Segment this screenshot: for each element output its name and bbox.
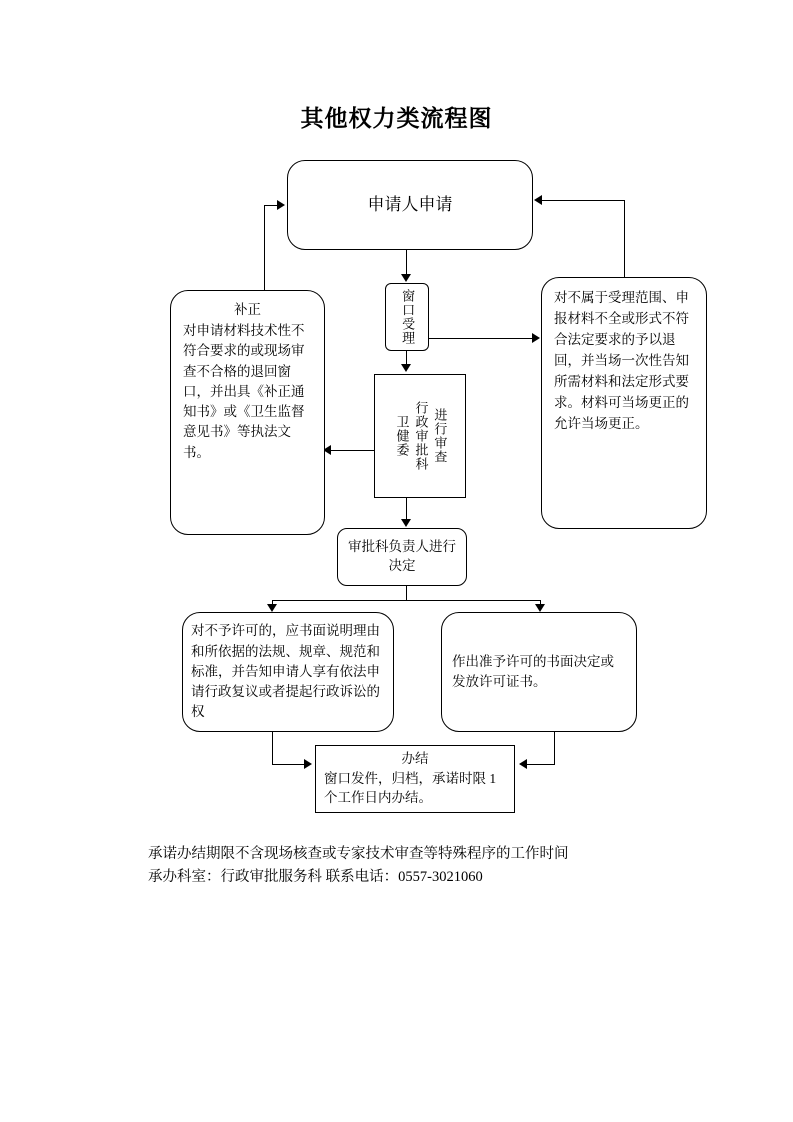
node-completion[interactable] <box>315 745 515 813</box>
node-approval-head-decision[interactable] <box>337 528 467 586</box>
arrowhead-correct-to-apply <box>277 200 285 210</box>
connector-reject-to-apply-vertical <box>624 200 625 278</box>
connector-decide-stem <box>406 586 407 600</box>
connector-review-to-decide <box>406 498 407 520</box>
node-correction[interactable] <box>170 290 325 535</box>
arrowhead-review-to-decide <box>401 519 411 527</box>
node-applicant-application[interactable] <box>287 160 533 250</box>
connector-window-to-review <box>406 351 407 365</box>
node-correction-body: 对申请材料技术性不符合要求的或现场审查不合格的退回窗口，并出具《补正通知书》或《卫生监督意见书》等执法文书。 <box>183 323 305 460</box>
node-denial-written-explanation-body: 对不予许可的，应书面说明理由和所依据的法规、规章、规范和标准，并告知申请人享有依法申请行政复议或者提起行政诉讼的权 <box>191 623 380 720</box>
connector-review-to-correct <box>330 450 374 451</box>
arrowhead-reject-to-apply <box>534 195 542 205</box>
node-completion-body: 窗口发件，归档，承诺时限 1 个工作日内办结。 <box>324 770 497 806</box>
connector-reject-to-apply-horizontal <box>542 200 625 201</box>
node-return-materials[interactable] <box>541 277 707 529</box>
node-approval-head-decision-label: 审批科负责人进行决定 <box>348 539 456 573</box>
arrowhead-decide-to-deny <box>267 604 277 612</box>
connector-deny-to-finish-vertical <box>272 732 273 764</box>
node-return-materials-body: 对不属于受理范围、申报材料不全或形式不符合法定要求的予以退回，并当场一次性告知所需材料和法定形式要求。材料可当场更正的允许当场更正。 <box>554 290 689 431</box>
connector-deny-to-finish-horizontal <box>272 764 304 765</box>
connector-approve-to-finish-horizontal <box>527 764 555 765</box>
connector-decide-split <box>272 600 540 601</box>
arrowhead-deny-to-finish <box>304 759 312 769</box>
connector-correct-to-apply-horizontal <box>264 205 278 206</box>
node-denial-written-explanation[interactable] <box>182 612 394 732</box>
connector-apply-to-window <box>406 250 407 275</box>
arrowhead-decide-to-approve <box>535 604 545 612</box>
connector-window-to-reject <box>429 338 533 339</box>
footnote-contact: 承办科室：行政审批服务科 联系电话：0557-3021060 <box>148 869 483 885</box>
node-completion-heading: 办结 <box>401 751 429 767</box>
arrowhead-apply-to-window <box>401 274 411 282</box>
node-window-acceptance[interactable] <box>385 283 429 351</box>
arrowhead-window-to-review <box>401 364 411 372</box>
arrowhead-window-to-reject <box>532 333 540 343</box>
arrowhead-approve-to-finish <box>519 759 527 769</box>
node-approval-issue-license-body: 作出准予许可的书面决定或发放许可证书。 <box>452 653 614 689</box>
footnote-processing-time: 承诺办结期限不含现场核查或专家技术审查等特殊程序的工作时间 <box>148 846 569 862</box>
node-conduct-review-action: 进行审查 <box>432 408 448 464</box>
node-applicant-application-label: 申请人申请 <box>367 194 453 214</box>
node-correction-heading: 补正 <box>234 302 261 317</box>
node-approval-issue-license[interactable] <box>441 612 637 732</box>
node-window-acceptance-label: 窗口受理 <box>400 289 416 345</box>
node-conduct-review-department: 卫健委 <box>394 415 410 457</box>
connector-approve-to-finish-vertical <box>554 732 555 764</box>
page-title: 其他权力类流程图 <box>300 106 493 131</box>
node-conduct-review-section: 行政审批科 <box>413 401 429 471</box>
node-conduct-review[interactable] <box>374 374 466 498</box>
